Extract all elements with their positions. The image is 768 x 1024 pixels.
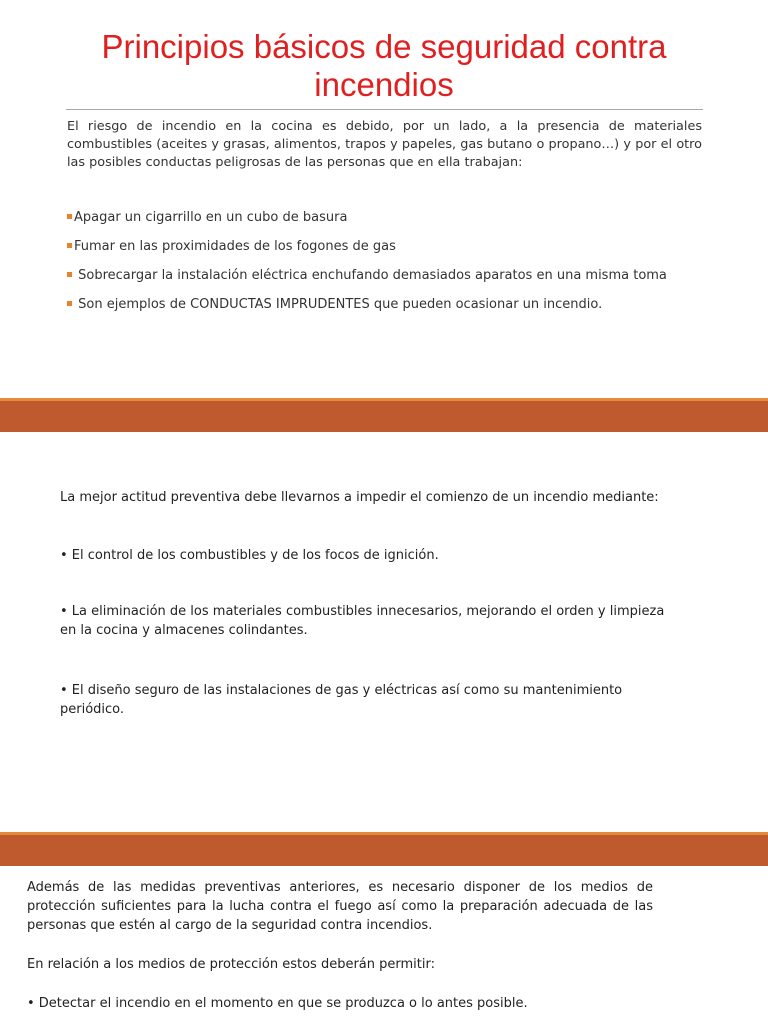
square-bullet-icon xyxy=(67,272,72,277)
intro-paragraph: El riesgo de incendio en la cocina es debido, por un lado, a la presencia de materiales combustibles (aceites y grasas, alimentos, trapos y papeles, gas butano o propano…) y por el otro las posibles conductas peligrosas de las personas que en ella trabajan: xyxy=(67,119,702,170)
list-item: • Detectar el incendio en el momento en que se produzca o lo antes posible. xyxy=(27,996,528,1011)
slide-fire-safety-principles xyxy=(0,0,768,398)
slide-separator-band xyxy=(0,398,768,432)
list-item xyxy=(67,296,707,314)
imprudent-conducts-list xyxy=(67,209,707,325)
list-item xyxy=(67,267,707,285)
protection-paragraph: Además de las medidas preventivas anteriores, es necesario disponer de los medios de protección suficientes para la lucha contra el fuego así como la preparación adecuada de las personas que estén al cargo de la seguridad contra incendios. xyxy=(27,880,653,933)
slide-title: Principios básicos de seguridad contra incendios xyxy=(101,28,667,103)
preventive-lead-text: La mejor actitud preventiva debe llevarnos a impedir el comienzo de un incendio mediante: xyxy=(60,490,659,505)
list-item xyxy=(67,209,707,227)
slide-preventive-attitude xyxy=(0,432,768,832)
slide-protection-means xyxy=(0,866,768,1024)
list-item-text: Sobrecargar la instalación eléctrica enchufando demasiados aparatos en una misma toma xyxy=(74,268,667,283)
list-item-text: Apagar un cigarrillo en un cubo de basura xyxy=(74,210,348,225)
square-bullet-icon xyxy=(67,243,72,248)
list-item-text: Fumar en las proximidades de los fogones de gas xyxy=(74,239,396,254)
list-item-text: Son ejemplos de CONDUCTAS IMPRUDENTES que pueden ocasionar un incendio. xyxy=(74,297,603,312)
list-item: • El diseño seguro de las instalaciones de gas y eléctricas así como su mantenimiento periódico. xyxy=(60,683,623,717)
list-item: • La eliminación de los materiales combustibles innecesarios, mejorando el orden y limpieza en la cocina y almacenes colindantes. xyxy=(60,604,665,638)
title-divider xyxy=(66,109,703,110)
list-item: • El control de los combustibles y de los focos de ignición. xyxy=(60,548,439,563)
protection-lead-text: En relación a los medios de protección estos deberán permitir: xyxy=(27,957,435,972)
square-bullet-icon xyxy=(67,214,72,219)
square-bullet-icon xyxy=(67,301,72,306)
list-item xyxy=(67,238,707,256)
slide-separator-band xyxy=(0,832,768,866)
